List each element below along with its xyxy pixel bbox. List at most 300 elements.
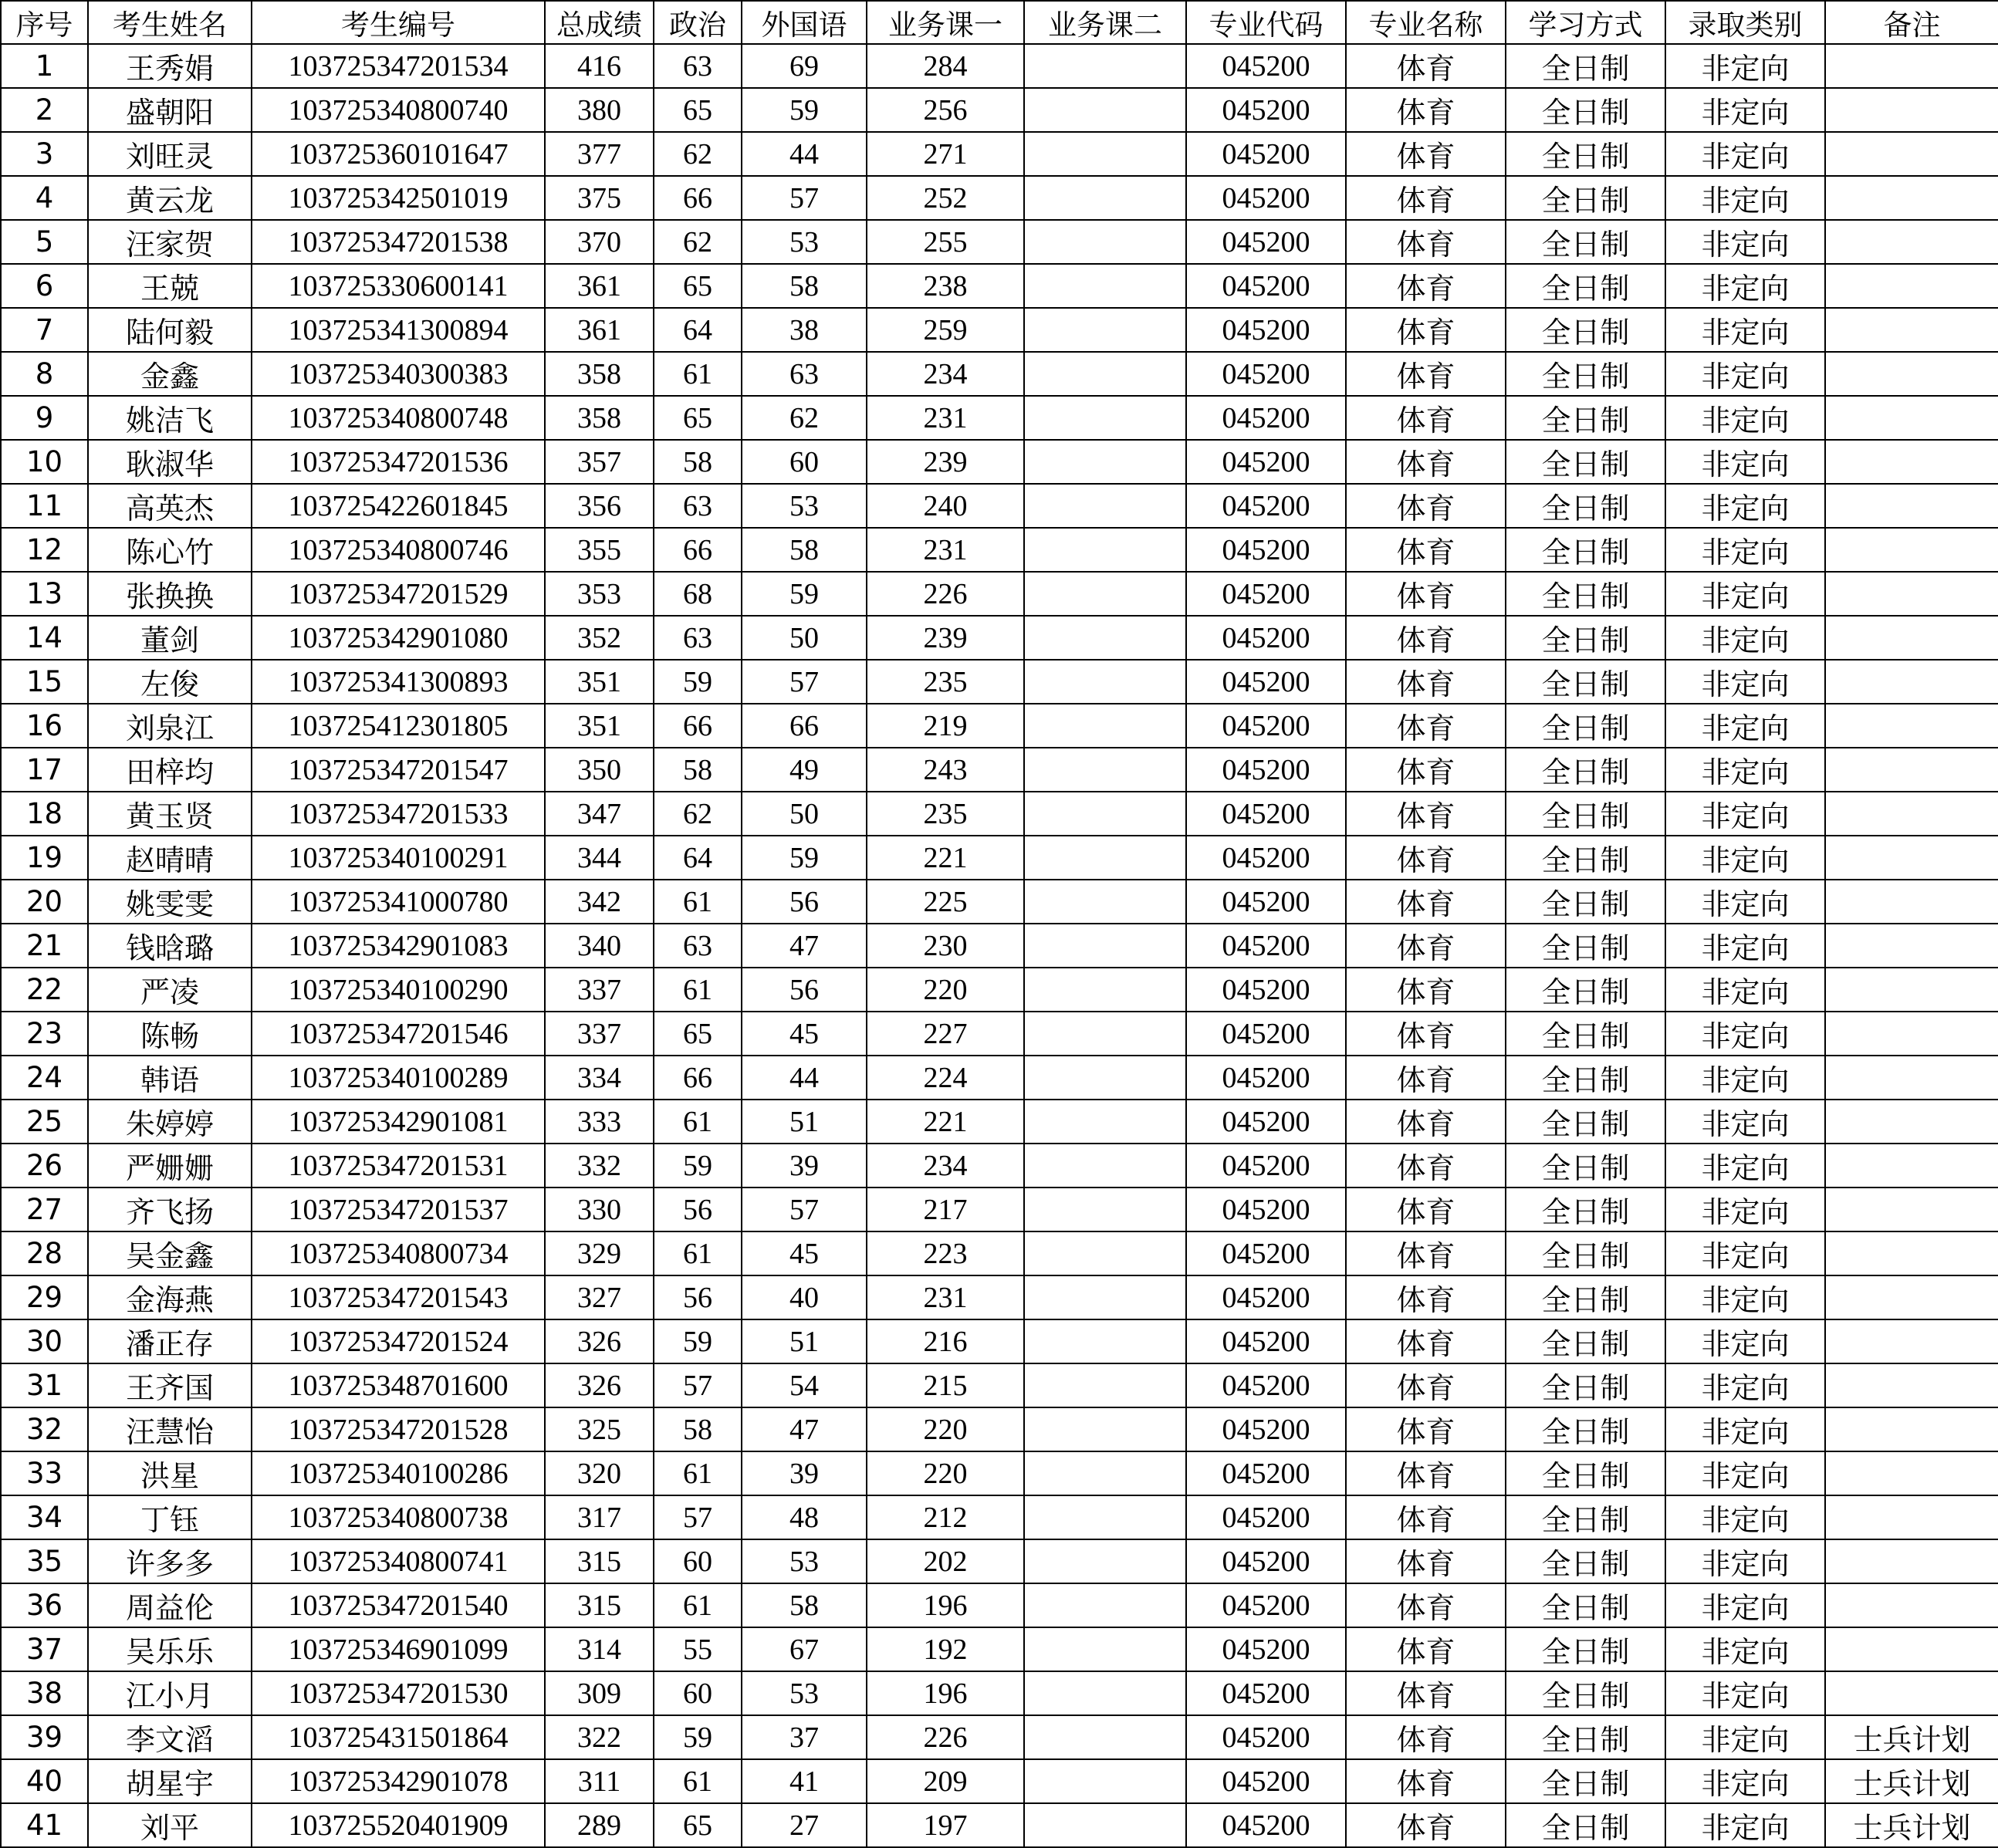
cell-course-two [1024,1539,1186,1583]
cell-seq: 32 [1,1407,88,1451]
cell-study-mode: 全日制 [1506,308,1665,352]
cell-total-score: 330 [545,1188,654,1231]
cell-major-name: 体育 [1346,836,1506,880]
cell-study-mode: 全日制 [1506,880,1665,924]
column-header-study-mode: 学习方式 [1506,1,1665,44]
cell-course-two [1024,1451,1186,1495]
cell-total-score: 340 [545,924,654,968]
cell-major-name: 体育 [1346,308,1506,352]
cell-foreign-language: 54 [742,1363,867,1407]
cell-remarks [1825,88,1998,132]
table-body [1,44,1998,1847]
cell-admission-type: 非定向 [1665,1188,1825,1231]
column-header-course-two: 业务课二 [1024,1,1186,44]
cell-major-name: 体育 [1346,1319,1506,1363]
cell-total-score: 326 [545,1363,654,1407]
cell-major-code: 045200 [1186,1188,1346,1231]
cell-foreign-language: 56 [742,968,867,1012]
cell-study-mode: 全日制 [1506,1583,1665,1627]
cell-admission-type: 非定向 [1665,1715,1825,1759]
cell-foreign-language: 57 [742,176,867,220]
cell-foreign-language: 50 [742,792,867,836]
cell-remarks [1825,1363,1998,1407]
cell-admission-type: 非定向 [1665,440,1825,484]
cell-foreign-language: 58 [742,1583,867,1627]
cell-major-name: 体育 [1346,1407,1506,1451]
cell-admission-type: 非定向 [1665,1363,1825,1407]
cell-study-mode: 全日制 [1506,264,1665,308]
cell-politics: 61 [654,1583,742,1627]
cell-major-code: 045200 [1186,792,1346,836]
cell-admission-type: 非定向 [1665,1231,1825,1275]
table-row [1,924,1998,968]
cell-seq: 34 [1,1495,88,1539]
table-row [1,1012,1998,1056]
table-row [1,572,1998,616]
cell-seq: 16 [1,704,88,748]
cell-course-two [1024,396,1186,440]
cell-study-mode: 全日制 [1506,616,1665,660]
cell-admission-type: 非定向 [1665,660,1825,704]
cell-admission-type: 非定向 [1665,836,1825,880]
cell-total-score: 315 [545,1539,654,1583]
cell-admission-type: 非定向 [1665,616,1825,660]
cell-politics: 62 [654,132,742,176]
cell-course-one: 240 [867,484,1024,528]
cell-study-mode: 全日制 [1506,1275,1665,1319]
cell-politics: 65 [654,88,742,132]
cell-remarks [1825,1671,1998,1715]
cell-study-mode: 全日制 [1506,704,1665,748]
cell-course-two [1024,968,1186,1012]
cell-foreign-language: 38 [742,308,867,352]
cell-major-code: 045200 [1186,836,1346,880]
column-header-course-one: 业务课一 [867,1,1024,44]
cell-politics: 64 [654,836,742,880]
cell-name: 周益伦 [88,1583,252,1627]
cell-seq: 19 [1,836,88,880]
cell-exam-id: 103725347201540 [252,1583,545,1627]
cell-exam-id: 103725347201530 [252,1671,545,1715]
cell-politics: 57 [654,1495,742,1539]
cell-name: 江小月 [88,1671,252,1715]
cell-major-name: 体育 [1346,88,1506,132]
cell-remarks [1825,1583,1998,1627]
cell-total-score: 342 [545,880,654,924]
cell-name: 韩语 [88,1056,252,1100]
cell-politics: 61 [654,1759,742,1803]
cell-major-name: 体育 [1346,616,1506,660]
table-row [1,1671,1998,1715]
cell-course-two [1024,440,1186,484]
cell-admission-type: 非定向 [1665,132,1825,176]
cell-major-name: 体育 [1346,132,1506,176]
cell-admission-type: 非定向 [1665,880,1825,924]
cell-remarks: 士兵计划 [1825,1759,1998,1803]
cell-name: 许多多 [88,1539,252,1583]
cell-course-two [1024,1231,1186,1275]
cell-remarks [1825,1319,1998,1363]
cell-major-code: 045200 [1186,1100,1346,1144]
cell-exam-id: 103725342901078 [252,1759,545,1803]
cell-exam-id: 103725347201537 [252,1188,545,1231]
cell-study-mode: 全日制 [1506,88,1665,132]
cell-course-two [1024,1671,1186,1715]
column-header-name: 考生姓名 [88,1,252,44]
cell-course-one: 284 [867,44,1024,88]
cell-course-two [1024,528,1186,572]
cell-major-code: 045200 [1186,1275,1346,1319]
cell-total-score: 358 [545,396,654,440]
cell-seq: 2 [1,88,88,132]
cell-major-name: 体育 [1346,484,1506,528]
column-header-admission-type: 录取类别 [1665,1,1825,44]
cell-foreign-language: 50 [742,616,867,660]
table-row [1,1319,1998,1363]
table-row [1,880,1998,924]
table-row [1,616,1998,660]
cell-major-name: 体育 [1346,1803,1506,1847]
cell-remarks [1825,1056,1998,1100]
cell-study-mode: 全日制 [1506,1100,1665,1144]
cell-remarks [1825,528,1998,572]
cell-major-name: 体育 [1346,1627,1506,1671]
cell-major-code: 045200 [1186,1319,1346,1363]
cell-major-code: 045200 [1186,1407,1346,1451]
cell-admission-type: 非定向 [1665,484,1825,528]
cell-exam-id: 103725340800746 [252,528,545,572]
cell-remarks [1825,1539,1998,1583]
cell-name: 黄玉贤 [88,792,252,836]
cell-name: 姚洁飞 [88,396,252,440]
cell-major-name: 体育 [1346,176,1506,220]
cell-name: 洪星 [88,1451,252,1495]
cell-name: 汪家贺 [88,220,252,264]
header-row [1,1,1998,44]
column-header-foreign-language: 外国语 [742,1,867,44]
cell-total-score: 370 [545,220,654,264]
column-header-major-name: 专业名称 [1346,1,1506,44]
table-row [1,660,1998,704]
cell-seq: 4 [1,176,88,220]
cell-major-name: 体育 [1346,924,1506,968]
cell-foreign-language: 47 [742,1407,867,1451]
table-row [1,1100,1998,1144]
cell-politics: 68 [654,572,742,616]
cell-remarks [1825,484,1998,528]
cell-course-one: 224 [867,1056,1024,1100]
cell-exam-id: 103725347201546 [252,1012,545,1056]
cell-course-one: 255 [867,220,1024,264]
cell-course-two [1024,748,1186,792]
table-row [1,1759,1998,1803]
cell-course-two [1024,792,1186,836]
cell-foreign-language: 60 [742,440,867,484]
cell-admission-type: 非定向 [1665,1056,1825,1100]
cell-politics: 66 [654,1056,742,1100]
cell-course-one: 196 [867,1671,1024,1715]
cell-seq: 5 [1,220,88,264]
cell-major-code: 045200 [1186,880,1346,924]
cell-exam-id: 103725412301805 [252,704,545,748]
cell-major-code: 045200 [1186,1627,1346,1671]
cell-name: 严姗姗 [88,1144,252,1188]
cell-seq: 36 [1,1583,88,1627]
cell-admission-type: 非定向 [1665,1671,1825,1715]
cell-admission-type: 非定向 [1665,88,1825,132]
cell-foreign-language: 39 [742,1144,867,1188]
cell-exam-id: 103725340800741 [252,1539,545,1583]
cell-admission-type: 非定向 [1665,1275,1825,1319]
cell-admission-type: 非定向 [1665,1627,1825,1671]
cell-admission-type: 非定向 [1665,1495,1825,1539]
cell-course-one: 221 [867,1100,1024,1144]
cell-major-code: 045200 [1186,44,1346,88]
cell-admission-type: 非定向 [1665,1407,1825,1451]
cell-name: 田梓均 [88,748,252,792]
cell-seq: 29 [1,1275,88,1319]
cell-seq: 6 [1,264,88,308]
cell-total-score: 356 [545,484,654,528]
cell-seq: 14 [1,616,88,660]
cell-seq: 35 [1,1539,88,1583]
cell-study-mode: 全日制 [1506,1803,1665,1847]
cell-course-one: 219 [867,704,1024,748]
cell-exam-id: 103725342901080 [252,616,545,660]
cell-course-two [1024,1012,1186,1056]
cell-exam-id: 103725431501864 [252,1715,545,1759]
cell-admission-type: 非定向 [1665,1144,1825,1188]
cell-name: 李文滔 [88,1715,252,1759]
cell-politics: 65 [654,396,742,440]
cell-admission-type: 非定向 [1665,1803,1825,1847]
cell-name: 陆何毅 [88,308,252,352]
cell-exam-id: 103725347201531 [252,1144,545,1188]
cell-politics: 60 [654,1671,742,1715]
cell-course-one: 197 [867,1803,1024,1847]
cell-seq: 30 [1,1319,88,1363]
cell-major-code: 045200 [1186,616,1346,660]
cell-total-score: 337 [545,1012,654,1056]
cell-total-score: 320 [545,1451,654,1495]
cell-remarks: 士兵计划 [1825,1803,1998,1847]
cell-study-mode: 全日制 [1506,660,1665,704]
cell-total-score: 325 [545,1407,654,1451]
cell-politics: 61 [654,1451,742,1495]
cell-remarks [1825,660,1998,704]
cell-total-score: 380 [545,88,654,132]
cell-total-score: 361 [545,308,654,352]
cell-remarks [1825,880,1998,924]
table-row [1,264,1998,308]
cell-remarks [1825,704,1998,748]
cell-study-mode: 全日制 [1506,748,1665,792]
cell-foreign-language: 67 [742,1627,867,1671]
cell-major-name: 体育 [1346,1275,1506,1319]
cell-remarks [1825,968,1998,1012]
cell-exam-id: 103725340800734 [252,1231,545,1275]
cell-study-mode: 全日制 [1506,572,1665,616]
cell-foreign-language: 69 [742,44,867,88]
cell-foreign-language: 51 [742,1319,867,1363]
cell-course-one: 239 [867,616,1024,660]
cell-name: 盛朝阳 [88,88,252,132]
cell-admission-type: 非定向 [1665,396,1825,440]
cell-course-two [1024,1100,1186,1144]
cell-major-name: 体育 [1346,1012,1506,1056]
cell-seq: 8 [1,352,88,396]
cell-exam-id: 103725347201529 [252,572,545,616]
cell-major-code: 045200 [1186,1363,1346,1407]
cell-name: 金鑫 [88,352,252,396]
table-row [1,1056,1998,1100]
cell-exam-id: 103725422601845 [252,484,545,528]
cell-course-one: 234 [867,352,1024,396]
cell-foreign-language: 45 [742,1012,867,1056]
cell-study-mode: 全日制 [1506,1363,1665,1407]
cell-course-one: 226 [867,1715,1024,1759]
cell-foreign-language: 44 [742,132,867,176]
cell-total-score: 352 [545,616,654,660]
cell-foreign-language: 49 [742,748,867,792]
cell-admission-type: 非定向 [1665,748,1825,792]
cell-major-name: 体育 [1346,220,1506,264]
cell-exam-id: 103725342501019 [252,176,545,220]
table-row [1,968,1998,1012]
cell-remarks [1825,264,1998,308]
cell-seq: 15 [1,660,88,704]
cell-foreign-language: 59 [742,572,867,616]
cell-course-one: 192 [867,1627,1024,1671]
cell-remarks: 士兵计划 [1825,1715,1998,1759]
cell-study-mode: 全日制 [1506,1495,1665,1539]
cell-study-mode: 全日制 [1506,528,1665,572]
cell-foreign-language: 45 [742,1231,867,1275]
cell-remarks [1825,748,1998,792]
cell-name: 朱婷婷 [88,1100,252,1144]
cell-major-code: 045200 [1186,1012,1346,1056]
cell-course-one: 216 [867,1319,1024,1363]
cell-major-code: 045200 [1186,396,1346,440]
cell-major-name: 体育 [1346,660,1506,704]
cell-total-score: 375 [545,176,654,220]
cell-major-code: 045200 [1186,1759,1346,1803]
cell-exam-id: 103725342901083 [252,924,545,968]
cell-major-code: 045200 [1186,1583,1346,1627]
cell-politics: 64 [654,308,742,352]
table-row [1,704,1998,748]
cell-admission-type: 非定向 [1665,176,1825,220]
cell-exam-id: 103725340800738 [252,1495,545,1539]
cell-course-two [1024,1407,1186,1451]
cell-study-mode: 全日制 [1506,1451,1665,1495]
cell-exam-id: 103725330600141 [252,264,545,308]
cell-course-two [1024,308,1186,352]
cell-study-mode: 全日制 [1506,924,1665,968]
cell-course-two [1024,1056,1186,1100]
cell-major-code: 045200 [1186,660,1346,704]
cell-name: 齐飞扬 [88,1188,252,1231]
table-row [1,1539,1998,1583]
cell-admission-type: 非定向 [1665,1759,1825,1803]
cell-course-one: 220 [867,968,1024,1012]
cell-major-code: 045200 [1186,1671,1346,1715]
cell-foreign-language: 27 [742,1803,867,1847]
cell-name: 王齐国 [88,1363,252,1407]
cell-remarks [1825,1231,1998,1275]
cell-politics: 62 [654,792,742,836]
cell-course-one: 220 [867,1451,1024,1495]
cell-politics: 61 [654,1231,742,1275]
cell-total-score: 347 [545,792,654,836]
cell-major-code: 045200 [1186,1144,1346,1188]
cell-remarks [1825,176,1998,220]
cell-total-score: 289 [545,1803,654,1847]
cell-remarks [1825,1627,1998,1671]
cell-seq: 3 [1,132,88,176]
cell-course-one: 235 [867,792,1024,836]
cell-politics: 56 [654,1275,742,1319]
cell-politics: 60 [654,1539,742,1583]
cell-exam-id: 103725520401909 [252,1803,545,1847]
cell-foreign-language: 39 [742,1451,867,1495]
cell-exam-id: 103725340100289 [252,1056,545,1100]
table-row [1,792,1998,836]
cell-study-mode: 全日制 [1506,1759,1665,1803]
cell-study-mode: 全日制 [1506,1188,1665,1231]
cell-course-two [1024,44,1186,88]
cell-course-one: 212 [867,1495,1024,1539]
cell-major-code: 045200 [1186,88,1346,132]
cell-remarks [1825,352,1998,396]
cell-name: 姚雯雯 [88,880,252,924]
cell-study-mode: 全日制 [1506,792,1665,836]
cell-exam-id: 103725340800740 [252,88,545,132]
cell-study-mode: 全日制 [1506,1056,1665,1100]
cell-admission-type: 非定向 [1665,1319,1825,1363]
cell-politics: 61 [654,880,742,924]
cell-admission-type: 非定向 [1665,44,1825,88]
cell-course-one: 202 [867,1539,1024,1583]
cell-seq: 23 [1,1012,88,1056]
cell-seq: 25 [1,1100,88,1144]
table-row [1,352,1998,396]
cell-seq: 28 [1,1231,88,1275]
cell-exam-id: 103725347201543 [252,1275,545,1319]
cell-major-code: 045200 [1186,132,1346,176]
cell-exam-id: 103725340300383 [252,352,545,396]
table-row [1,1627,1998,1671]
cell-politics: 63 [654,924,742,968]
cell-study-mode: 全日制 [1506,1627,1665,1671]
table-row [1,1451,1998,1495]
cell-major-name: 体育 [1346,44,1506,88]
cell-politics: 58 [654,748,742,792]
cell-major-code: 045200 [1186,352,1346,396]
column-header-remarks: 备注 [1825,1,1998,44]
cell-seq: 22 [1,968,88,1012]
cell-exam-id: 103725347201538 [252,220,545,264]
cell-major-code: 045200 [1186,264,1346,308]
cell-study-mode: 全日制 [1506,220,1665,264]
cell-course-two [1024,1188,1186,1231]
cell-study-mode: 全日制 [1506,1671,1665,1715]
cell-seq: 21 [1,924,88,968]
cell-exam-id: 103725342901081 [252,1100,545,1144]
cell-study-mode: 全日制 [1506,968,1665,1012]
cell-remarks [1825,440,1998,484]
cell-major-name: 体育 [1346,396,1506,440]
